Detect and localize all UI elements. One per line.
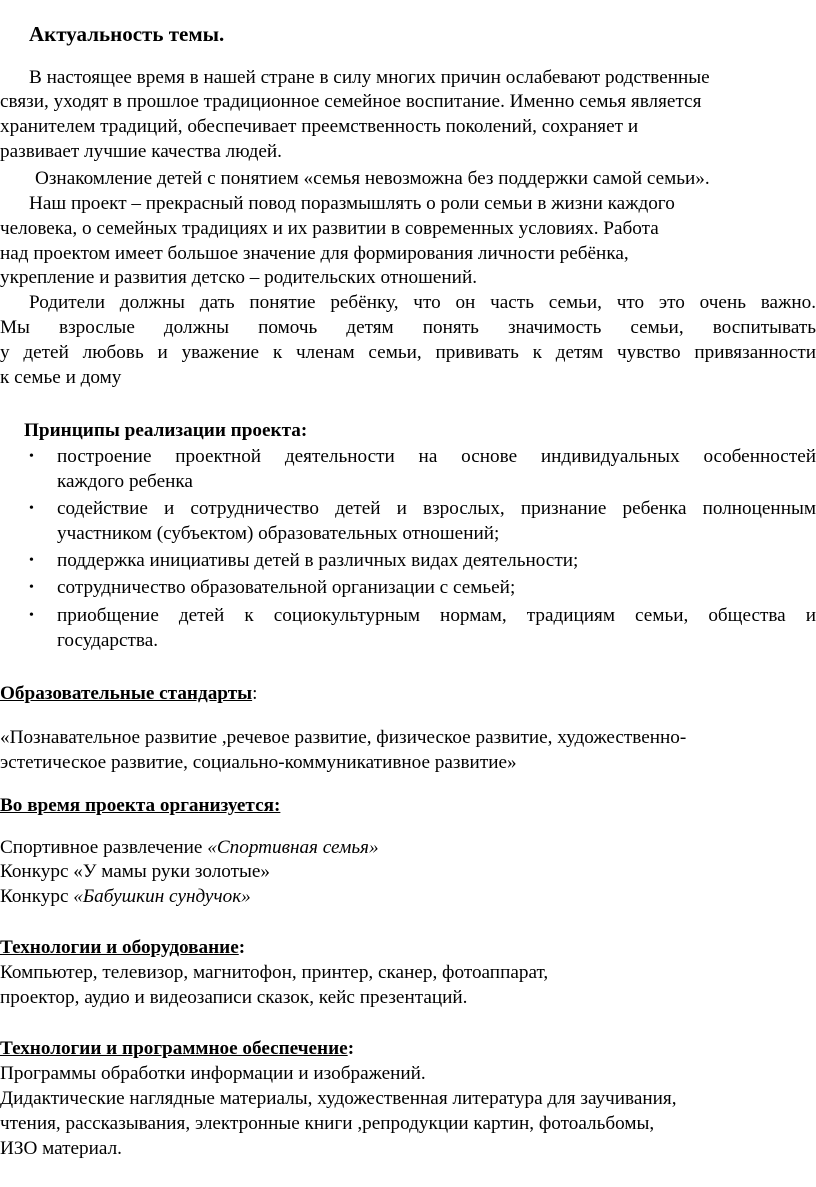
relevance-p4-line-4: к семье и дому [0,367,122,388]
event-2 [0,860,270,884]
standards-heading: Образовательные стандарты [0,683,253,704]
relevance-p2: Ознакомление детей с понятием «семья невозможна без поддержки самой семьи». [35,168,710,189]
event-2-prefix: Конкурс «У мамы руки золотые» [0,861,271,882]
event-3 [0,885,251,909]
software-line-1: Программы обработки информации и изображений. [0,1063,426,1084]
relevance-p3-line-4: укрепление и развития детско – родительских отношений. [0,267,478,288]
software-line-3: чтения, рассказывания, электронные книги ,репродукции картин, фотоальбомы, [0,1113,655,1134]
relevance-p3-line-1: Наш проект – прекрасный повод поразмышлять о роли семьи в жизни каждого [29,193,675,214]
relevance-p1-line-3: хранителем традиций, обеспечивает преемственность поколений, сохраняет и [0,116,639,137]
relevance-p1-line-1: В настоящее время в нашей стране в силу многих причин ослабевают родственные [29,67,710,88]
bullet-marker: • [29,553,34,568]
principle-3: поддержка инициативы детей в различных видах деятельности; [57,550,579,571]
software-line-2: Дидактические наглядные материалы, художественная литература для заучивания, [0,1088,677,1109]
equipment-line-2: проектор, аудио и видеозаписи сказок, кейс презентаций. [0,987,468,1008]
event-1-prefix: Спортивное развлечение [0,837,208,858]
relevance-p4-line-3: у детей любовь и уважение к членам семьи, прививать к детям чувство привязанности [0,342,816,363]
principle-2-line-1: содействие и сотрудничество детей и взрослых, признание ребенка полноценным [57,498,816,519]
principle-5-line-1: приобщение детей к социокультурным нормам, традициям семьи, общества и [57,605,816,626]
relevance-p4-line-1: Родители должны дать понятие ребёнку, что он часть семьи, что это очень важно. [29,292,816,313]
equipment-colon: : [238,937,246,958]
event-3-prefix: Конкурс [0,886,74,907]
bullet-marker: • [29,608,34,623]
equipment-line-1: Компьютер, телевизор, магнитофон, принтер, сканер, фотоаппарат, [0,962,549,983]
event-1 [0,836,379,860]
relevance-p3-line-2: человека, о семейных традициях и их развитии в современных условиях. Работа [0,218,659,239]
bullet-marker: • [29,580,34,595]
principle-1-line-1: построение проектной деятельности на основе индивидуальных особенностей [57,446,816,467]
relevance-p3-line-3: над проектом имеет большое значение для формирования личности ребёнка, [0,243,629,264]
page-title: Актуальность темы. [29,22,225,46]
standards-line-1: «Познавательное развитие ,речевое развитие, физическое развитие, художественно- [0,727,687,748]
principle-2-line-2: участником (субъектом) образовательных отношений; [57,523,500,544]
relevance-p1-line-2: связи, уходят в прошлое традиционное семейное воспитание. Именно семья является [0,91,702,112]
software-heading-row [0,1037,354,1061]
relevance-p1-line-4: развивает лучшие качества людей. [0,141,282,162]
event-1-name: «Спортивная семья» [207,837,379,858]
software-line-4: ИЗО материал. [0,1138,122,1159]
bullet-marker: • [29,501,34,516]
standards-heading-row [0,682,257,706]
principle-4: сотрудничество образовательной организации с семьей; [57,577,516,598]
principle-1-line-2: каждого ребенка [57,471,193,492]
event-3-name: «Бабушкин сундучок» [73,886,251,907]
organized-heading: Во время проекта организуется: [0,795,281,816]
relevance-p4-line-2: Мы взрослые должны помочь детям понять значимость семьи, воспитывать [0,317,816,338]
software-heading: Технологии и программное обеспечение [0,1038,348,1059]
equipment-heading-row [0,936,245,960]
principles-heading: Принципы реализации проекта: [24,420,308,441]
bullet-marker: • [29,449,34,464]
standards-colon: : [252,683,258,704]
software-colon: : [347,1038,355,1059]
equipment-heading: Технологии и оборудование [0,937,239,958]
principle-5-line-2: государства. [57,630,159,651]
standards-line-2: эстетическое развитие, социально-коммуникативное развитие» [0,752,517,773]
